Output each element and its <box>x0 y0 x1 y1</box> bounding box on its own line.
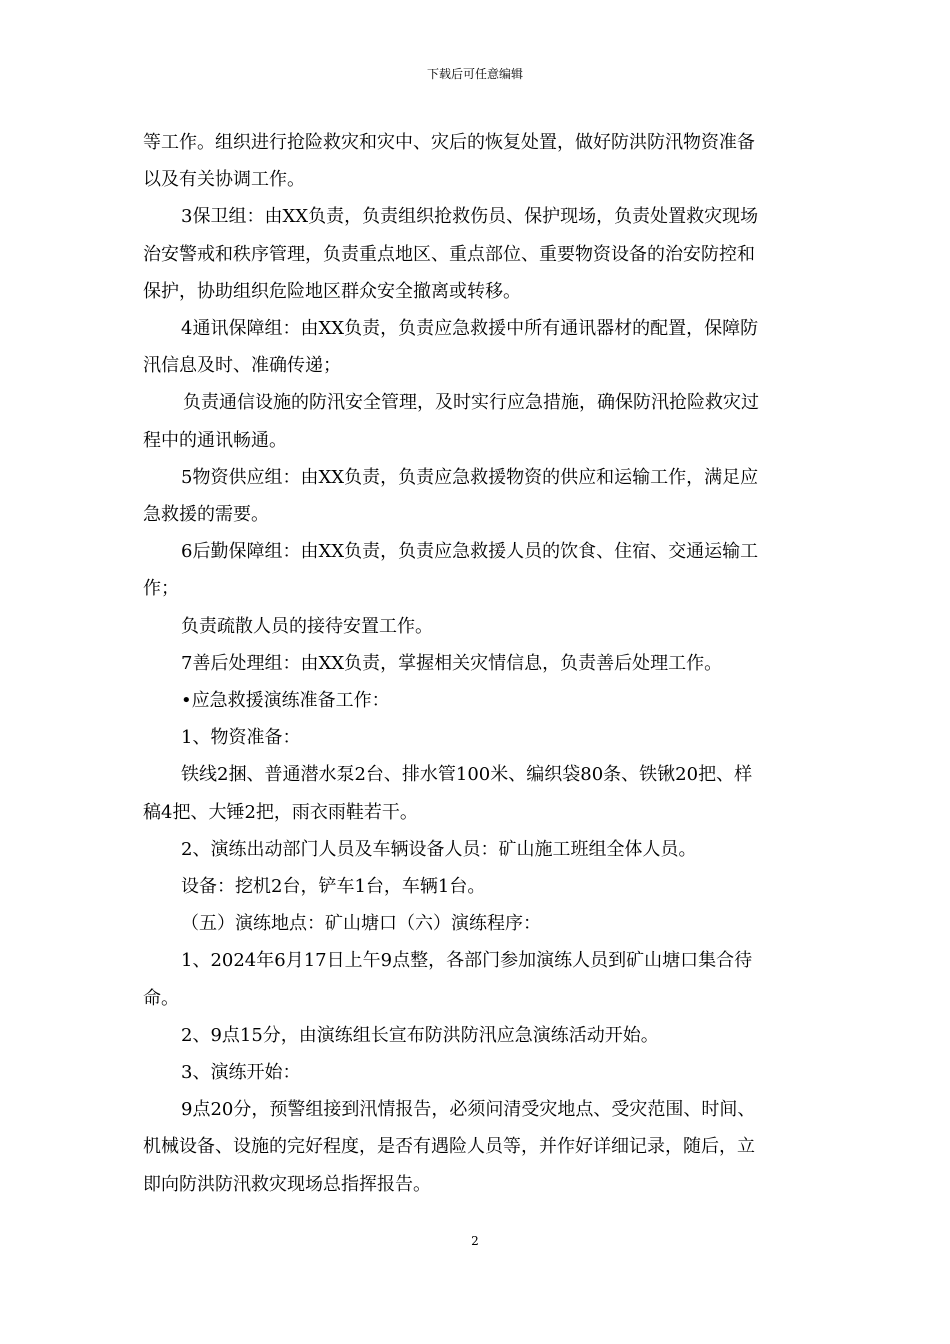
text-line: 机械设备、设施的完好程度，是否有遇险人员等，并作好详细记录，随后，立 <box>143 1136 755 1158</box>
text-line: 4通讯保障组：由XX负责，负责应急救援中所有通讯器材的配置，保障防 <box>181 318 759 340</box>
text-line: 治安警戒和秩序管理，负责重点地区、重点部位、重要物资设备的治安防控和 <box>143 243 755 265</box>
text-line: 以及有关协调工作。 <box>143 169 305 191</box>
text-line: （五）演练地点：矿山塘口（六）演练程序： <box>181 913 541 935</box>
text-line: 3、演练开始： <box>181 1062 301 1084</box>
page-number: 2 <box>471 1234 479 1248</box>
text-line: 作； <box>143 578 179 600</box>
text-line: 7善后处理组：由XX负责，掌握相关灾情信息，负责善后处理工作。 <box>181 652 723 674</box>
text-line: 3保卫组：由XX负责，负责组织抢救伤员、保护现场，负责处置救灾现场 <box>181 206 759 228</box>
text-line: 负责通信设施的防汛安全管理，及时实行应急措施，确保防汛抢险救灾过 <box>183 392 759 414</box>
text-line: •应急救援演练准备工作： <box>181 690 390 712</box>
text-line: 9点20分，预警组接到汛情报告，必须问清受灾地点、受灾范围、时间、 <box>181 1099 756 1121</box>
text-line: 汛信息及时、准确传递； <box>143 355 341 377</box>
text-line: 2、演练出动部门人员及车辆设备人员：矿山施工班组全体人员。 <box>181 838 697 860</box>
text-line: 6后勤保障组：由XX负责，负责应急救援人员的饮食、住宿、交通运输工 <box>181 541 759 563</box>
document-body <box>143 124 810 1203</box>
page-header: 下载后可任意编辑 <box>426 67 523 81</box>
text-line: 铁线2捆、普通潜水泵2台、排水管100米、编织袋80条、铁锹20把、样 <box>181 764 753 786</box>
text-line: 1、物资准备： <box>181 727 301 749</box>
text-line: 1、2024年6月17日上午9点整，各部门参加演练人员到矿山塘口集合待 <box>181 950 753 972</box>
text-line: 5物资供应组：由XX负责，负责应急救援物资的供应和运输工作，满足应 <box>181 466 759 488</box>
text-line: 设备：挖机2台，铲车1台，车辆1台。 <box>181 876 486 898</box>
text-line: 命。 <box>143 987 179 1009</box>
text-line: 急救援的需要。 <box>143 504 269 526</box>
text-line: 保护，协助组织危险地区群众安全撤离或转移。 <box>143 280 521 302</box>
text-line: 即向防洪防汛救灾现场总指挥报告。 <box>143 1173 431 1195</box>
text-line: 等工作。组织进行抢险救灾和灾中、灾后的恢复处置，做好防洪防汛物资准备 <box>143 132 755 153</box>
text-line: 2、9点15分，由演练组长宣布防洪防汛应急演练活动开始。 <box>181 1024 659 1046</box>
text-line: 负责疏散人员的接待安置工作。 <box>181 615 433 637</box>
text-line: 程中的通讯畅通。 <box>143 429 287 451</box>
text-line: 稿4把、大锤2把，雨衣雨鞋若干。 <box>143 801 418 823</box>
